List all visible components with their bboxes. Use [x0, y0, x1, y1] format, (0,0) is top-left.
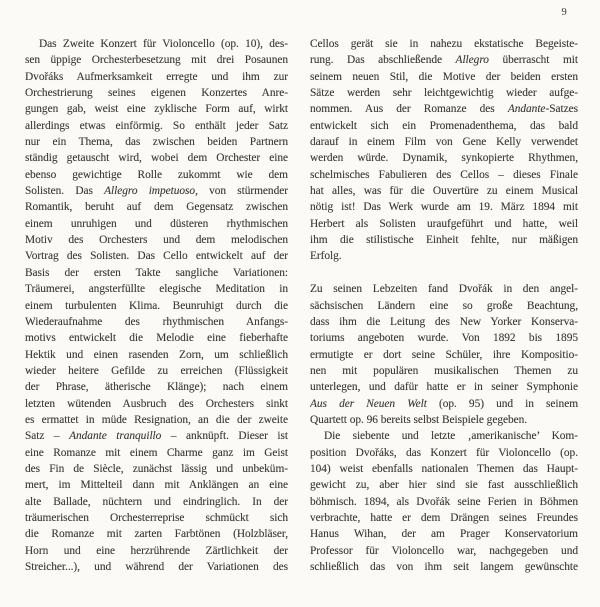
text-line: Dvořáks Aufmerksamkeit erregte und ihm zur [25, 70, 288, 83]
text-line: position Dvořáks, das Konzert für Violoncello (op. [310, 446, 578, 459]
text-line: Orchestrierung seines eigenen Konzertes Anre- [25, 87, 288, 100]
text-line: Hanus Wihan, der am Prager Konservatorium [310, 528, 578, 541]
text-column-left [25, 36, 288, 575]
text-line: Die siebente und letzte ‚amerikanische’ Kom- [324, 430, 578, 443]
text-line: motivs entwickelt die Melodie eine fieberhafte [25, 332, 288, 345]
text-line: nötig ist! Das Werk wurde am 19. März 1894 mit [310, 201, 578, 214]
text-line: Wiederaufnahme des rhythmischen Anfangs- [25, 315, 288, 328]
text-line: Horn und eine herzrührende Zärtlichkeit der [25, 544, 288, 557]
text-line: Aus der Neuen Welt (op. 95) und in seinem [310, 397, 578, 410]
text-line: träumerischen Orchesterreprise schmückt sich [25, 511, 288, 524]
text-line: verbrachte, hatte er dem Drängen seines Freundes [310, 511, 578, 524]
text-line: Basis der ersten Takte sangliche Variationen: [25, 266, 288, 279]
text-line: letzten wütenden Ausbruch des Orchesters sinkt [25, 397, 288, 410]
text-line: Professor für Violoncello war, nachgegeben und [310, 544, 578, 557]
page-number: 9 [561, 7, 567, 18]
text-line: rung. Das abschließende Allegro überrascht mit [310, 54, 578, 67]
text-line: Vortrag des Solisten. Das Cello entwickelt auf der [25, 250, 288, 263]
text-line: Zu seinen Lebzeiten fand Dvořák in den angel- [310, 283, 578, 296]
text-line: Motiv des Orchesters und dem melodischen [25, 234, 288, 247]
text-line: einem unruhigen und düsteren rhythmischen [25, 217, 288, 230]
text-line: des Fin de Siècle, zunächst lässig und unbeküm- [25, 462, 288, 475]
text-line: entwickelt sich ein Promenadenthema, das bald [310, 119, 578, 132]
text-line: Träumerei, angsterfüllte elegische Meditation in [25, 283, 288, 296]
text-line: böhmisch. 1894, als Dvořák seine Ferien in Böhmen [310, 495, 578, 508]
text-line: toriums angeboten wurde. Von 1892 bis 1895 [310, 332, 578, 345]
text-line: Das Zweite Konzert für Violoncello (op. 10), des- [39, 38, 288, 50]
text-line: gungen gab, weist eine zyklische Form auf, wirkt [25, 103, 288, 116]
text-line: Cellos gerät sie in nahezu ekstatische Begeiste- [310, 38, 578, 50]
text-line: unterlegen, und dafür hatte er in seiner Symphonie [310, 381, 578, 394]
text-line: Erfolg. [310, 250, 342, 263]
text-line: sächsischen Ländern eine so große Beachtung, [310, 299, 578, 312]
text-line: die Romanze mit zarten Farbtönen (Holzbläser, [25, 528, 288, 541]
text-line: Sätze werden sehr leichtgewichtig wieder aufge- [310, 87, 578, 100]
text-line: ihm die stilistische Einheit fehlte, nur mäßigen [310, 234, 578, 247]
text-line: 104) weist ebenfalls nationalen Themen das Haupt- [310, 462, 578, 475]
text-line: Streicher...), und während der Variationen des [25, 561, 288, 573]
text-line: dass ihm die Leitung des New Yorker Konserva- [310, 315, 578, 328]
text-line: wieder heitere Gefilde zu erreichen (Flüssigkeit [25, 364, 288, 377]
text-line: Hektik und einen rasenden Zorn, um schließlich [25, 348, 288, 361]
text-line: einem turbulenten Klima. Beunruhigt durch die [25, 299, 288, 312]
text-line: nen mit populären musikalischen Themen zu [310, 364, 578, 377]
text-line: gewicht zu, aber hier sind sie fast ausschließlich [310, 479, 578, 492]
text-line: Romantik, beruht auf dem Gegensatz zwischen [25, 201, 288, 214]
text-line: nur ein Thema, das zwischen beiden Partnern [25, 136, 288, 149]
text-line: werden würde. Dynamik, synkopierte Rhythmen, [310, 152, 578, 165]
text-line: Satz – Andante tranquillo – anknüpft. Dieser ist [25, 430, 288, 443]
text-line: Quartett op. 96 bereits selbst Beispiele gegeben. [310, 413, 528, 426]
text-line: seinem neuen Stil, die Motive der beiden ersten [310, 70, 578, 83]
text-line: sen üppige Orchesterbesetzung mit drei Posaunen [25, 54, 288, 67]
text-line: schließlich das von ihm seit langem gewünschte [310, 561, 578, 573]
text-line: es ermattet in müde Resignation, an die der zweite [25, 413, 288, 426]
text-line: ermutigte er dort seine Schüler, ihre Kompositio- [310, 348, 578, 361]
paragraph-gap [310, 265, 578, 281]
text-line: eine Romanze mit einem Charme ganz im Geist [25, 446, 288, 459]
text-line: darauf in einem Film von Gene Kelly verwendet [310, 136, 578, 149]
text-line: der Phrase, ätherische Klänge); nach einem [25, 381, 288, 394]
text-line: ebenso gewichtige Rolle zukommt wie dem [25, 168, 288, 181]
text-line: alte Ballade, nüchtern und eindringlich. In der [25, 495, 288, 508]
text-line: hat alles, was für die Ouvertüre zu einem Musical [310, 185, 578, 198]
text-column-right [310, 36, 578, 575]
text-line: Solisten. Das Allegro impetuoso, von stürmender [25, 185, 288, 198]
text-line: Herbert als Solisten uraufgeführt und hatte, weil [310, 217, 578, 230]
text-line: schelmisches Fabulieren des Cellos – dieses Finale [310, 168, 578, 181]
text-line: allerdings etwas einförmig. So enthält jeder Satz [25, 119, 288, 132]
text-line: ständig getauscht wird, wobei dem Orchester eine [25, 152, 288, 165]
text-line: mert, im Mittelteil dann mit Anklängen an eine [25, 479, 288, 492]
text-line: nommen. Aus der Romanze des Andante-Satzes [310, 103, 578, 116]
